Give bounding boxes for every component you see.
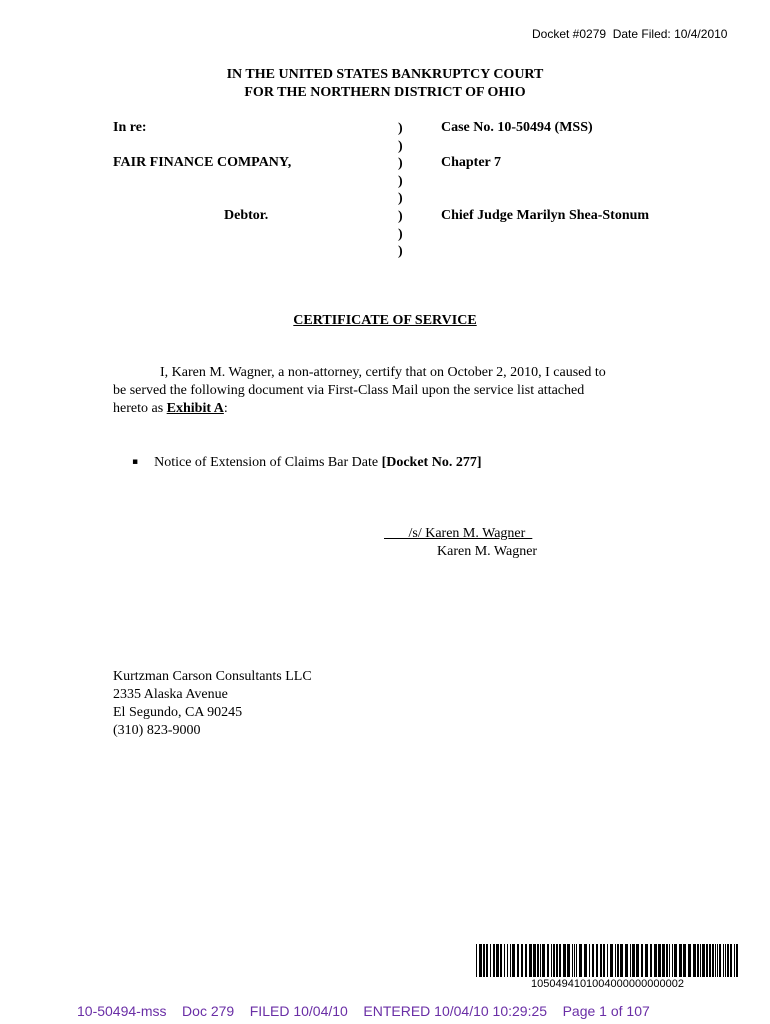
case-number: Case No. 10-50494 (MSS) xyxy=(441,120,593,135)
caption-debtor: Debtor. xyxy=(224,208,269,223)
address-city: El Segundo, CA 90245 xyxy=(113,705,243,720)
line-3-suffix: : xyxy=(223,401,228,416)
caption-paren: ) xyxy=(398,208,403,224)
certificate-title xyxy=(0,313,770,329)
caption-paren: ) xyxy=(398,191,403,207)
barcode xyxy=(476,944,738,977)
caption-paren: ) xyxy=(398,244,403,260)
certificate-body-line-2: be served the following document via First-Class Mail upon the service list attached xyxy=(113,383,585,398)
address-phone: (310) 823-9000 xyxy=(113,723,201,738)
line-3-prefix: hereto as xyxy=(113,401,167,416)
court-title-line-1: IN THE UNITED STATES BANKRUPTCY COURT xyxy=(226,67,544,82)
court-title xyxy=(0,66,770,102)
caption-in-re: In re: xyxy=(113,120,147,135)
served-document-title: Notice of Extension of Claims Bar Date xyxy=(154,455,382,470)
caption-paren: ) xyxy=(398,121,403,136)
caption-paren: ) xyxy=(398,138,403,154)
address-street: 2335 Alaska Avenue xyxy=(113,687,228,702)
caption-party: FAIR FINANCE COMPANY, xyxy=(113,155,292,170)
bullet-icon: ▪ xyxy=(132,457,139,467)
address-company: Kurtzman Carson Consultants LLC xyxy=(113,669,312,684)
filing-footer: 10-50494-mss Doc 279 FILED 10/04/10 ENTERED 10/04/10 10:29:25 Page 1 of 107 xyxy=(77,1003,650,1019)
caption-divider xyxy=(398,120,403,261)
certificate-body-line-1: I, Karen M. Wagner, a non-attorney, certify that on October 2, 2010, I caused to xyxy=(160,365,606,380)
chapter: Chapter 7 xyxy=(441,155,502,170)
served-document-item xyxy=(132,455,481,471)
certificate-body xyxy=(113,364,653,418)
caption-paren: ) xyxy=(398,173,403,189)
docket-header: Docket #0279 Date Filed: 10/4/2010 xyxy=(532,27,728,41)
address-block xyxy=(113,668,312,740)
signature-line: /s/ Karen M. Wagner xyxy=(384,526,533,541)
certificate-title-text: CERTIFICATE OF SERVICE xyxy=(293,313,477,328)
barcode-number: 1050494101004000000000002 xyxy=(531,978,684,990)
caption-paren: ) xyxy=(398,226,403,242)
signature-name: Karen M. Wagner xyxy=(437,544,538,559)
judge: Chief Judge Marilyn Shea-Stonum xyxy=(441,208,650,223)
served-document-docket: [Docket No. 277] xyxy=(381,455,482,470)
certificate-body-line-3 xyxy=(113,400,653,418)
court-title-line-2: FOR THE NORTHERN DISTRICT OF OHIO xyxy=(244,85,526,100)
exhibit-a-reference: Exhibit A xyxy=(166,401,224,416)
caption-paren: ) xyxy=(398,156,403,172)
